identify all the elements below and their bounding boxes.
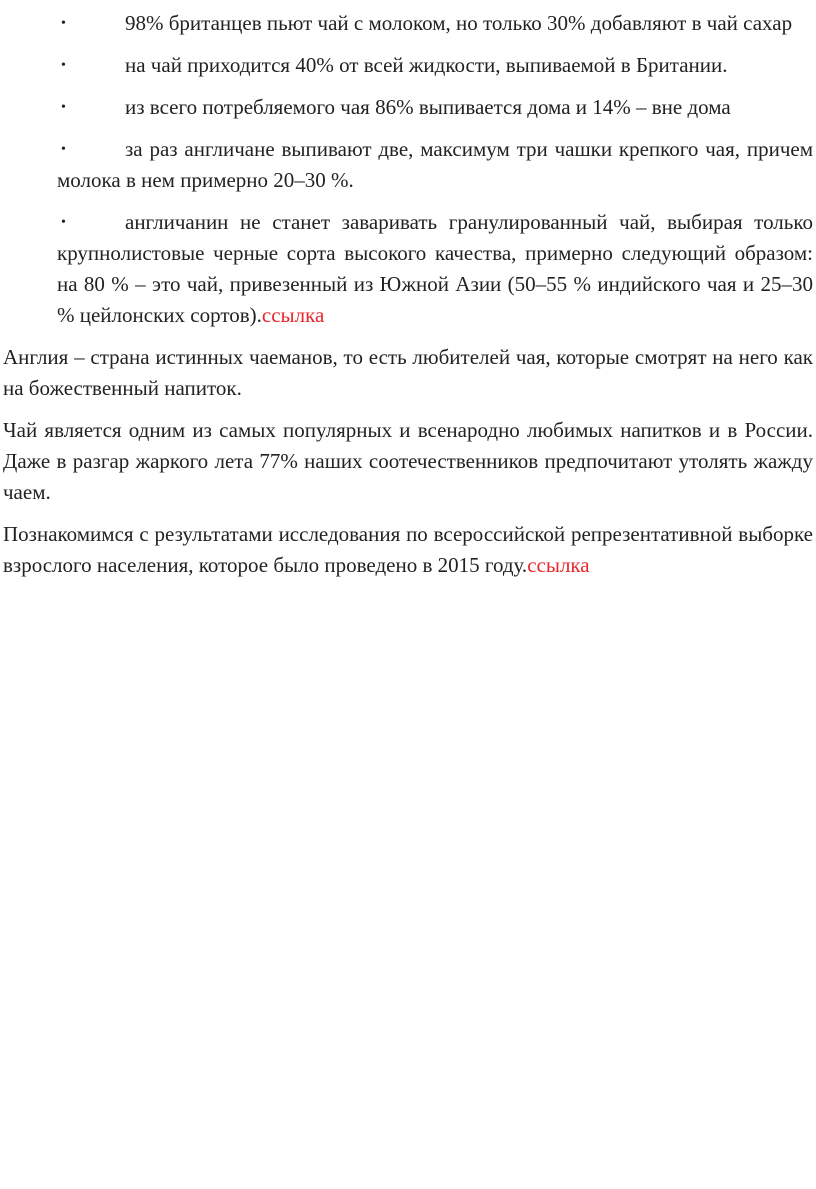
- list-item: [3, 134, 813, 196]
- bullet-text: 98% британцев пьют чай с молоком, но только 30% добавляют в чай сахар: [125, 11, 793, 35]
- bullet-icon: •: [61, 58, 66, 73]
- bullet-text: за раз англичане выпивают две, максимум три чашки крепкого чая, причем молока в нем примерно 20–30 %.: [57, 137, 813, 192]
- bullet-icon: •: [61, 142, 66, 157]
- source-link[interactable]: ссылка: [527, 553, 590, 577]
- list-item: [3, 50, 813, 81]
- bullet-text: англичанин не станет заваривать гранулированный чай, выбирая только крупнолистовые черные сорта высокого качества, примерно следующий образом: на 80 % – это чай, привезенный из Южной Азии (50–55 % индийского чая и 25–30 % цейлонских сортов).: [57, 210, 813, 327]
- source-link[interactable]: ссылка: [261, 303, 325, 327]
- bullet-icon: •: [61, 16, 66, 31]
- bullet-list: [3, 8, 813, 331]
- paragraph-text: Чай является одним из самых популярных и всенародно любимых напитков и в России. Даже в разгар жаркого лета 77% наших соотечественников предпочитают утолять жажду чаем.: [3, 418, 813, 504]
- list-item: [3, 207, 813, 331]
- bullet-icon: •: [61, 100, 66, 115]
- bullet-icon: •: [61, 215, 66, 230]
- paragraph-survey: [3, 519, 813, 581]
- paragraph-text: Англия – страна истинных чаеманов, то есть любителей чая, которые смотрят на него как на божественный напиток.: [3, 345, 813, 400]
- list-item: [3, 92, 813, 123]
- paragraph-russia: [3, 415, 813, 508]
- paragraph-text: Познакомимся с результатами исследования по всероссийской репрезентативной выборке взрослого населения, которое было проведено в 2015 году.: [3, 522, 813, 577]
- bullet-text: из всего потребляемого чая 86% выпивается дома и 14% – вне дома: [125, 95, 731, 119]
- paragraph-england: [3, 342, 813, 404]
- list-item: [3, 8, 813, 39]
- bullet-text: на чай приходится 40% от всей жидкости, выпиваемой в Британии.: [125, 53, 728, 77]
